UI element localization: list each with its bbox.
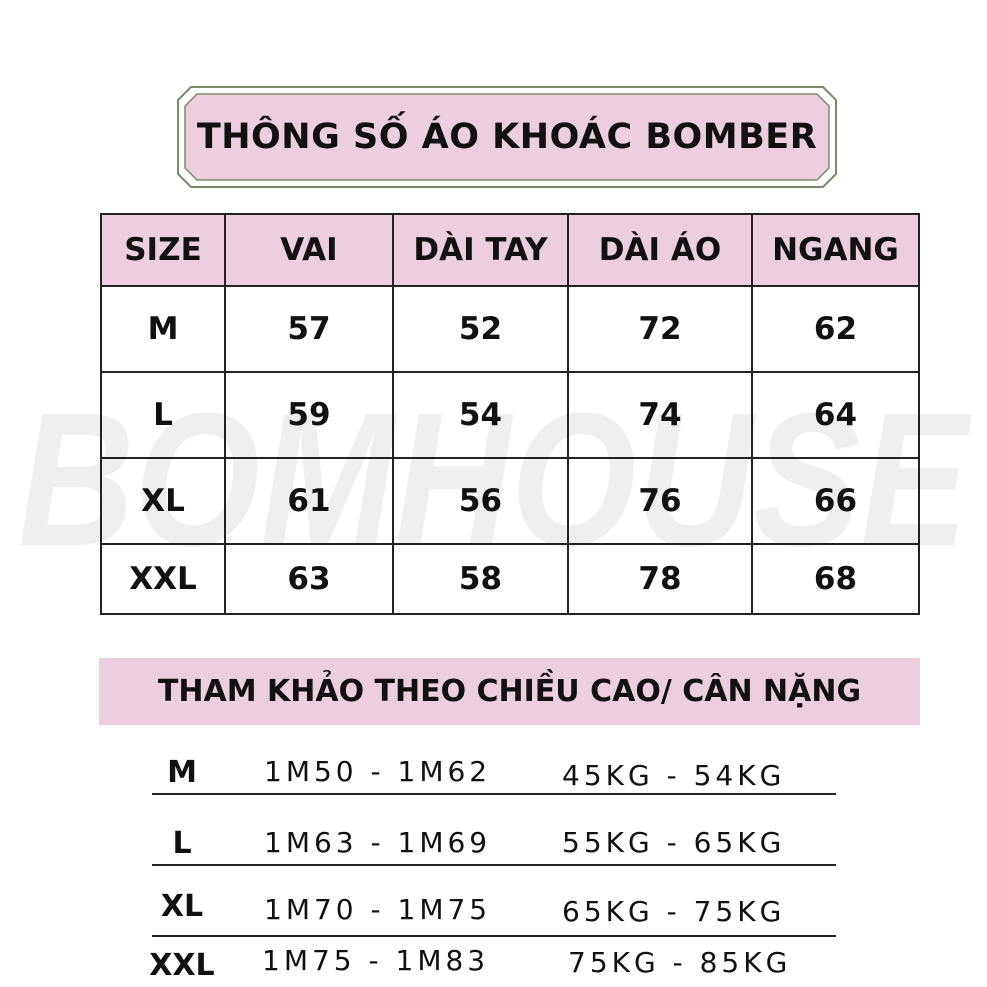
header-dai-ao: DÀI ÁO: [568, 214, 752, 286]
reference-height: 1M70 - 1M75: [264, 893, 492, 926]
cell-dai-tay: 52: [393, 286, 568, 372]
cell-vai: 57: [225, 286, 393, 372]
title-frame: [177, 86, 837, 188]
header-dai-tay: DÀI TAY: [393, 214, 568, 286]
cell-dai-tay: 56: [393, 458, 568, 544]
reference-row: [152, 806, 836, 866]
reference-size: XXL: [149, 948, 215, 983]
table-row: [101, 544, 919, 614]
cell-dai-tay: 58: [393, 544, 568, 614]
reference-weight: 45KG - 54KG: [562, 759, 786, 792]
reference-size: M: [167, 755, 197, 790]
watermark-text: BOMHOUSE: [18, 380, 973, 580]
reference-row: [152, 877, 836, 937]
reference-size: XL: [160, 889, 204, 924]
cell-dai-ao: 76: [568, 458, 752, 544]
reference-weight: 55KG - 65KG: [562, 826, 786, 859]
header-ngang: NGANG: [752, 214, 919, 286]
cell-ngang: 66: [752, 458, 919, 544]
page-title: THÔNG SỐ ÁO KHOÁC BOMBER: [196, 117, 818, 157]
reference-height: 1M63 - 1M69: [264, 826, 492, 859]
table-row: [101, 458, 919, 544]
row-divider: [152, 793, 836, 795]
cell-ngang: 64: [752, 372, 919, 458]
reference-size: L: [172, 826, 192, 861]
header-size: SIZE: [101, 214, 225, 286]
size-table: [100, 213, 920, 615]
reference-weight: 75KG - 85KG: [568, 946, 792, 979]
cell-size: XL: [101, 458, 225, 544]
cell-dai-ao: 74: [568, 372, 752, 458]
cell-vai: 63: [225, 544, 393, 614]
row-divider: [152, 864, 836, 866]
table-row: [101, 286, 919, 372]
size-table-header: [101, 214, 919, 286]
table-row: [101, 372, 919, 458]
cell-dai-tay: 54: [393, 372, 568, 458]
cell-dai-ao: 78: [568, 544, 752, 614]
cell-ngang: 62: [752, 286, 919, 372]
reference-height: 1M75 - 1M83: [262, 944, 490, 977]
reference-row: [152, 735, 836, 795]
cell-size: L: [101, 372, 225, 458]
reference-height: 1M50 - 1M62: [264, 755, 492, 788]
reference-banner: THAM KHẢO THEO CHIỀU CAO/ CÂN NẶNG: [99, 658, 920, 725]
cell-size: XXL: [101, 544, 225, 614]
reference-weight: 65KG - 75KG: [562, 895, 786, 928]
cell-vai: 59: [225, 372, 393, 458]
reference-row: [149, 940, 836, 984]
header-vai: VAI: [225, 214, 393, 286]
row-divider: [152, 935, 836, 937]
cell-ngang: 68: [752, 544, 919, 614]
cell-size: M: [101, 286, 225, 372]
cell-vai: 61: [225, 458, 393, 544]
cell-dai-ao: 72: [568, 286, 752, 372]
